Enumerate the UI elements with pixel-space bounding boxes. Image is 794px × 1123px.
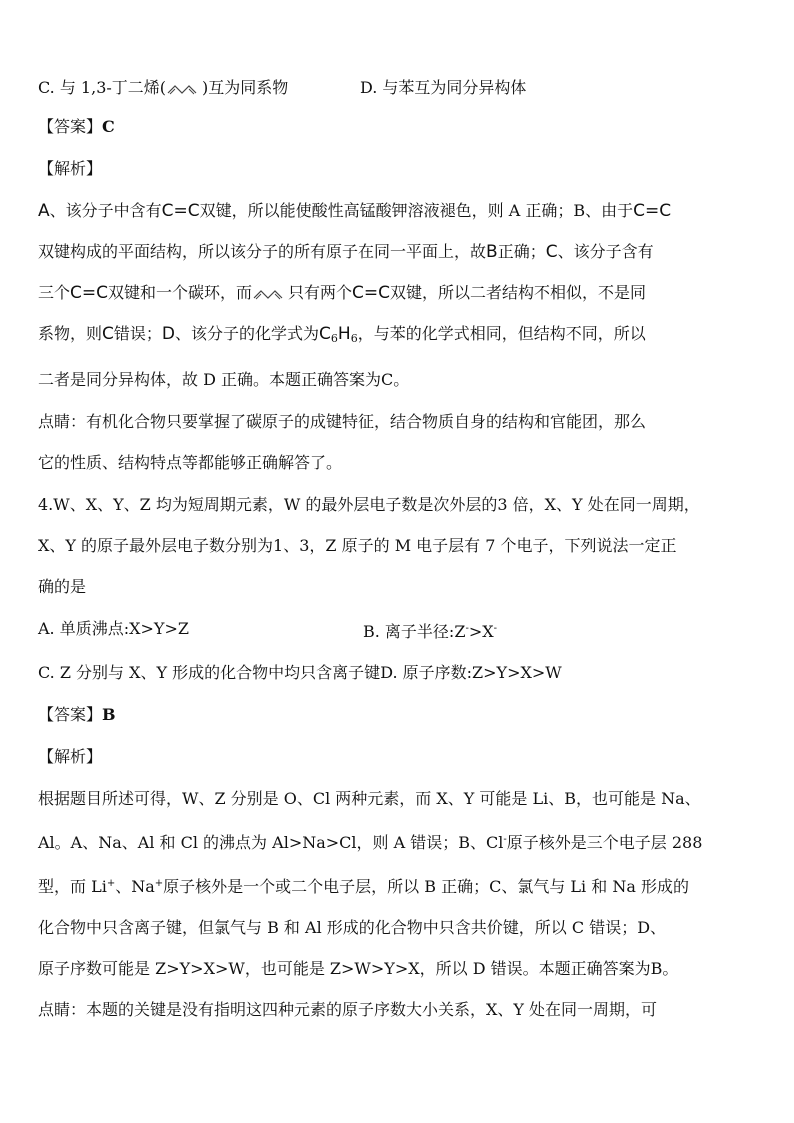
q3-note-line-2 — [38, 453, 760, 473]
text-run: 、Na — [115, 877, 155, 896]
answer-tag: 【答案】 — [38, 705, 103, 724]
butadiene-structure-icon — [166, 82, 202, 96]
superscript: + — [154, 878, 164, 889]
superscript: - — [503, 834, 507, 845]
q4-options-cd — [38, 663, 760, 683]
q3-option-c — [38, 78, 360, 98]
q4-analysis-line-2 — [38, 830, 760, 853]
q4-option-d: D. 原子序数:Z>Y>X>W — [380, 663, 562, 682]
text-run: 、该分子含有 — [557, 242, 654, 261]
text-run: A — [38, 201, 50, 221]
answer-value: C — [102, 117, 115, 136]
q4-note-line-1 — [38, 1000, 760, 1020]
text-run: 双键，所以二者结构不相似，不是同 — [390, 283, 647, 302]
q3-analysis-tag — [38, 159, 760, 179]
analysis-tag: 【解析】 — [38, 159, 103, 178]
q4-option-a: A. 单质沸点:X>Y>Z — [38, 619, 190, 638]
text-run: 错误； — [113, 324, 162, 343]
q4-answer — [38, 705, 760, 725]
text-run: 双键，所以能使酸性高锰酸钾溶液褪色，则 A 正确；B、由于 — [199, 201, 634, 220]
text-run: 原子核外是一个或二个电子层，所以 B 正确；C、氯气与 Li 和 Na 形成的 — [163, 877, 689, 896]
text-run: 它的性质、结构特点等都能够正确解答了。 — [38, 453, 343, 472]
text-run: 点睛：本题的关键是没有指明这四种元素的原子序数大小关系，X、Y 处在同一周期，可 — [38, 1000, 658, 1019]
q4-analysis-line-1 — [38, 789, 760, 809]
text-run: 三个 — [38, 283, 71, 302]
text-run: ，与苯的化学式相同，但结构不同，所以 — [357, 324, 646, 343]
q4-analysis-tag — [38, 747, 760, 767]
analysis-tag: 【解析】 — [38, 747, 103, 766]
text-run: 、该分子的化学式为 — [175, 324, 320, 343]
answer-tag: 【答案】 — [38, 117, 103, 136]
q4-analysis-line-5 — [38, 959, 760, 979]
text-run: C — [102, 324, 114, 344]
text-run: C=C — [70, 283, 108, 303]
superscript: - — [465, 623, 469, 634]
text-run: B. 离子半径:Z — [363, 622, 466, 641]
q3-analysis-line-2 — [38, 242, 760, 262]
q4-options-ab — [38, 619, 760, 642]
text-run: 双键构成的平面结构，所以该分子的所有原子在同一平面上，故 — [38, 242, 487, 261]
text-run: C=C — [161, 201, 200, 221]
q3-analysis-line-4 — [38, 324, 760, 349]
q4-analysis-line-4 — [38, 918, 760, 938]
q3-note-line-1 — [38, 412, 760, 432]
text-run: C=C — [633, 201, 672, 221]
answer-value: B — [102, 705, 116, 724]
text-run: B — [486, 242, 498, 262]
text-run: >X — [468, 622, 494, 641]
q4-stem-line-1 — [38, 495, 760, 515]
document-page — [38, 78, 760, 1020]
q3-options-cd — [38, 78, 760, 98]
text-run: 、该分子中含有 — [49, 201, 162, 220]
q4-stem-line-2 — [38, 536, 760, 556]
superscript: + — [106, 878, 116, 889]
text-run: 正确； — [497, 242, 546, 261]
text-run: C — [545, 242, 558, 262]
text-run: 只有两个 — [288, 283, 353, 302]
text-run: D — [161, 324, 175, 344]
text-run: 4.W、X、Y、Z 均为短周期元素，W 的最外层电子数是次外层的3 倍，X、Y 处在同一周期， — [38, 495, 700, 514]
text-run: 原子序数可能是 Z>Y>X>W，也可能是 Z>W>Y>X，所以 D 错误。本题正确答案为B。 — [38, 959, 679, 978]
formula-part: H — [337, 324, 351, 344]
text-run: 原子核外是三个电子层 288 — [506, 833, 703, 852]
butadiene-structure-icon — [252, 287, 288, 301]
q3-analysis-line-5 — [38, 370, 760, 390]
q4-option-c: C. Z 分别与 X、Y 形成的化合物中均只含离子键 — [38, 663, 381, 682]
text-run: 化合物中只含离子键，但氯气与 B 和 Al 形成的化合物中只含共价键，所以 C 错误；D、 — [38, 918, 667, 937]
text-run: 二者是同分异构体，故 D 正确。本题正确答案为C。 — [38, 370, 410, 389]
q3-answer — [38, 117, 760, 137]
formula-subscript: 6 — [350, 332, 358, 345]
q3-option-d: D. 与苯互为同分异构体 — [360, 78, 527, 97]
text-run: C=C — [352, 283, 391, 303]
q4-stem-line-3 — [38, 577, 760, 597]
q3-option-c-text: C. 与 1,3-丁二烯( — [38, 78, 167, 97]
text-run: 点睛：有机化合物只要掌握了碳原子的成键特征，结合物质自身的结构和官能团，那么 — [38, 412, 647, 431]
formula-part: C — [319, 324, 331, 344]
q3-analysis-line-3 — [38, 283, 760, 303]
text-run: X、Y 的原子最外层电子数分别为1、3，Z 原子的 M 电子层有 7 个电子，下列说法一定正 — [38, 536, 677, 555]
text-run: Al。A、Na、Al 和 Cl 的沸点为 Al>Na>Cl，则 A 错误；B、Cl — [38, 833, 504, 852]
text-run: 系物，则 — [38, 324, 103, 343]
superscript: - — [493, 623, 498, 634]
text-run: 双键和一个碳环，而 — [108, 283, 253, 302]
q3-analysis-line-1 — [38, 201, 760, 221]
text-run: 根据题目所述可得，W、Z 分别是 O、Cl 两种元素，而 X、Y 可能是 Li、B，也可能是 Na、 — [38, 789, 701, 808]
text-run: 确的是 — [38, 577, 87, 596]
formula-subscript: 6 — [330, 332, 338, 345]
q4-option-b — [363, 619, 497, 642]
q4-analysis-line-3 — [38, 874, 760, 897]
q3-option-c-suffix: )互为同系物 — [202, 78, 289, 97]
text-run: 型，而 Li — [38, 877, 107, 896]
